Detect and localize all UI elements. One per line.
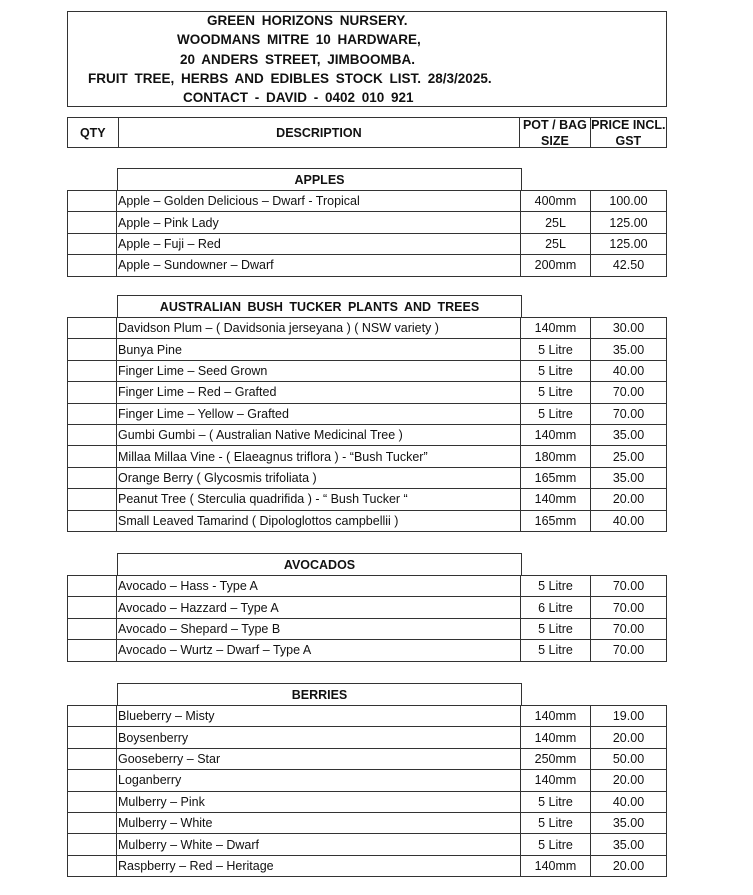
qty-cell[interactable] <box>67 234 117 254</box>
price-cell: 19.00 <box>591 706 667 726</box>
section-apples <box>67 168 667 277</box>
table-row <box>67 575 667 596</box>
qty-cell[interactable] <box>67 856 117 876</box>
table-row <box>67 791 667 812</box>
table-row <box>67 211 667 232</box>
price-cell: 35.00 <box>591 339 667 359</box>
size-cell: 5 Litre <box>521 834 591 854</box>
section-title: APPLES <box>117 168 522 190</box>
description-cell: Mulberry – White – Dwarf <box>117 834 521 854</box>
description-cell: Gooseberry – Star <box>117 749 521 769</box>
description-header: DESCRIPTION <box>119 117 521 148</box>
description-cell: Avocado – Hazzard – Type A <box>117 597 521 617</box>
size-cell: 5 Litre <box>521 382 591 402</box>
description-cell: Mulberry – White <box>117 813 521 833</box>
section-title: AVOCADOS <box>117 553 522 575</box>
qty-cell[interactable] <box>67 640 117 660</box>
size-cell: 400mm <box>521 191 591 211</box>
description-cell: Apple – Fuji – Red <box>117 234 521 254</box>
price-cell: 100.00 <box>591 191 667 211</box>
table-row <box>67 467 667 488</box>
table-row <box>67 488 667 509</box>
table-row <box>67 445 667 466</box>
price-cell: 70.00 <box>591 640 667 660</box>
table-row <box>67 317 667 338</box>
qty-cell[interactable] <box>67 404 117 424</box>
table-row <box>67 596 667 617</box>
section-berries <box>67 683 667 877</box>
description-cell: Apple – Pink Lady <box>117 212 521 232</box>
table-row <box>67 254 667 276</box>
size-cell: 140mm <box>521 318 591 338</box>
size-cell: 5 Litre <box>521 404 591 424</box>
description-cell: Gumbi Gumbi – ( Australian Native Medicinal Tree ) <box>117 425 521 445</box>
qty-cell[interactable] <box>67 382 117 402</box>
price-cell: 40.00 <box>591 511 667 531</box>
price-cell: 25.00 <box>591 446 667 466</box>
qty-cell[interactable] <box>67 191 117 211</box>
qty-cell[interactable] <box>67 489 117 509</box>
table-row <box>67 360 667 381</box>
contact: CONTACT - DAVID - 0402 010 921 <box>183 90 414 105</box>
description-cell: Boysenberry <box>117 727 521 747</box>
qty-cell[interactable] <box>67 339 117 359</box>
qty-cell[interactable] <box>67 619 117 639</box>
size-cell: 5 Litre <box>521 640 591 660</box>
size-cell: 5 Litre <box>521 813 591 833</box>
size-cell: 5 Litre <box>521 339 591 359</box>
store-name: WOODMANS MITRE 10 HARDWARE, <box>177 32 421 47</box>
section-title: AUSTRALIAN BUSH TUCKER PLANTS AND TREES <box>117 295 522 317</box>
description-cell: Raspberry – Red – Heritage <box>117 856 521 876</box>
table-row <box>67 510 667 532</box>
table-row <box>67 833 667 854</box>
qty-cell[interactable] <box>67 468 117 488</box>
price-cell: 35.00 <box>591 425 667 445</box>
size-cell: 140mm <box>521 856 591 876</box>
price-cell: 35.00 <box>591 468 667 488</box>
table-row <box>67 705 667 726</box>
qty-cell[interactable] <box>67 834 117 854</box>
size-cell: 6 Litre <box>521 597 591 617</box>
price-cell: 20.00 <box>591 770 667 790</box>
qty-cell[interactable] <box>67 446 117 466</box>
qty-cell[interactable] <box>67 255 117 275</box>
description-cell: Small Leaved Tamarind ( Dipologlottos campbellii ) <box>117 511 521 531</box>
table-row <box>67 748 667 769</box>
qty-cell[interactable] <box>67 792 117 812</box>
price-cell: 70.00 <box>591 576 667 596</box>
price-cell: 20.00 <box>591 489 667 509</box>
description-cell: Finger Lime – Red – Grafted <box>117 382 521 402</box>
size-cell: 140mm <box>521 770 591 790</box>
table-row <box>67 726 667 747</box>
price-cell: 42.50 <box>591 255 667 275</box>
description-cell: Avocado – Shepard – Type B <box>117 619 521 639</box>
table-row <box>67 618 667 639</box>
description-cell: Peanut Tree ( Sterculia quadrifida ) - “ Bush Tucker “ <box>117 489 521 509</box>
size-cell: 140mm <box>521 727 591 747</box>
size-cell: 140mm <box>521 425 591 445</box>
table-row <box>67 338 667 359</box>
size-cell: 165mm <box>521 468 591 488</box>
qty-cell[interactable] <box>67 361 117 381</box>
qty-cell[interactable] <box>67 318 117 338</box>
qty-header: QTY <box>67 117 119 148</box>
table-row <box>67 855 667 877</box>
description-cell: Loganberry <box>117 770 521 790</box>
description-cell: Finger Lime – Seed Grown <box>117 361 521 381</box>
price-cell: 70.00 <box>591 404 667 424</box>
qty-cell[interactable] <box>67 597 117 617</box>
description-cell: Orange Berry ( Glycosmis trifoliata ) <box>117 468 521 488</box>
description-cell: Bunya Pine <box>117 339 521 359</box>
description-cell: Davidson Plum – ( Davidsonia jerseyana ) ( NSW variety ) <box>117 318 521 338</box>
description-cell: Avocado – Hass - Type A <box>117 576 521 596</box>
price-header: PRICE INCL. GST <box>591 117 666 148</box>
price-cell: 50.00 <box>591 749 667 769</box>
price-cell: 125.00 <box>591 234 667 254</box>
description-cell: Millaa Millaa Vine - ( Elaeagnus triflora ) - “Bush Tucker” <box>117 446 521 466</box>
section-avocados <box>67 553 667 662</box>
table-row <box>67 190 667 211</box>
size-cell: 5 Litre <box>521 619 591 639</box>
qty-cell[interactable] <box>67 212 117 232</box>
price-cell: 20.00 <box>591 727 667 747</box>
size-header: POT / BAG SIZE <box>520 117 590 148</box>
price-cell: 20.00 <box>591 856 667 876</box>
description-cell: Blueberry – Misty <box>117 706 521 726</box>
description-cell: Finger Lime – Yellow – Grafted <box>117 404 521 424</box>
table-row <box>67 403 667 424</box>
price-cell: 125.00 <box>591 212 667 232</box>
qty-cell[interactable] <box>67 425 117 445</box>
price-cell: 70.00 <box>591 619 667 639</box>
qty-cell[interactable] <box>67 576 117 596</box>
qty-cell[interactable] <box>67 706 117 726</box>
price-cell: 70.00 <box>591 597 667 617</box>
price-cell: 35.00 <box>591 813 667 833</box>
price-cell: 30.00 <box>591 318 667 338</box>
qty-cell[interactable] <box>67 770 117 790</box>
price-cell: 35.00 <box>591 834 667 854</box>
table-row <box>67 769 667 790</box>
size-cell: 140mm <box>521 489 591 509</box>
size-cell: 180mm <box>521 446 591 466</box>
size-cell: 5 Litre <box>521 576 591 596</box>
size-cell: 165mm <box>521 511 591 531</box>
table-row <box>67 233 667 254</box>
table-row <box>67 424 667 445</box>
description-cell: Apple – Golden Delicious – Dwarf - Tropical <box>117 191 521 211</box>
table-row <box>67 639 667 661</box>
price-cell: 40.00 <box>591 361 667 381</box>
qty-cell[interactable] <box>67 813 117 833</box>
size-cell: 25L <box>521 212 591 232</box>
nursery-name: GREEN HORIZONS NURSERY. <box>207 13 408 28</box>
letterhead <box>67 11 667 107</box>
size-cell: 140mm <box>521 706 591 726</box>
description-cell: Apple – Sundowner – Dwarf <box>117 255 521 275</box>
size-cell: 5 Litre <box>521 361 591 381</box>
section-title: BERRIES <box>117 683 522 705</box>
price-cell: 40.00 <box>591 792 667 812</box>
qty-cell[interactable] <box>67 511 117 531</box>
size-cell: 25L <box>521 234 591 254</box>
table-row <box>67 812 667 833</box>
list-title: FRUIT TREE, HERBS AND EDIBLES STOCK LIST. 28/3/2025. <box>88 71 492 86</box>
description-cell: Mulberry – Pink <box>117 792 521 812</box>
size-cell: 250mm <box>521 749 591 769</box>
address: 20 ANDERS STREET, JIMBOOMBA. <box>180 52 416 67</box>
description-cell: Avocado – Wurtz – Dwarf – Type A <box>117 640 521 660</box>
table-row <box>67 381 667 402</box>
price-cell: 70.00 <box>591 382 667 402</box>
size-cell: 200mm <box>521 255 591 275</box>
section-australian-bush-tucker-plants-and-trees <box>67 295 667 532</box>
qty-cell[interactable] <box>67 749 117 769</box>
qty-cell[interactable] <box>67 727 117 747</box>
size-cell: 5 Litre <box>521 792 591 812</box>
column-headers <box>67 117 667 148</box>
